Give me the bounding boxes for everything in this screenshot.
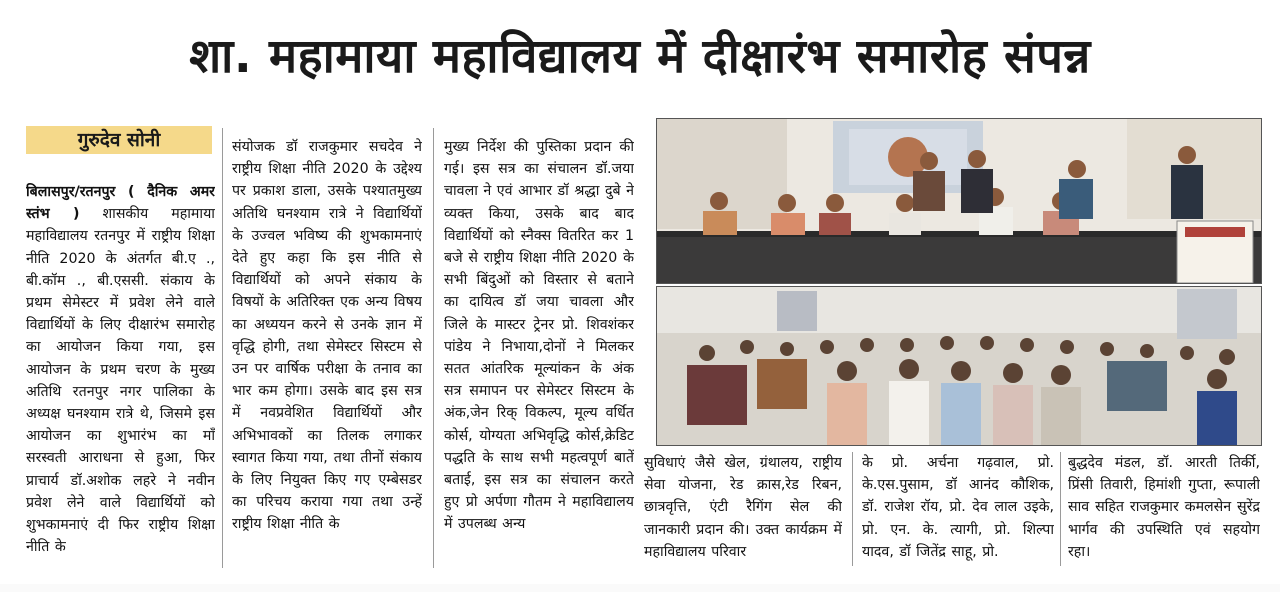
students-audience-photo (656, 286, 1262, 446)
column-3-text: मुख्य निर्देश की पुस्तिका प्रदान की गई। इस सत्र का संचालन डॉ.जया चावला ने एवं आभार डॉ श्रद्धा दुबे ने व्यक्त किया, उसके बाद बाद विद्यार्थियों को स्नैक्स वितरित कर 1 बजे से राष्ट्रीय शिक्षा नीति 2020 के सभी बिंदुओं को विस्तार से बताने का दायित्व डॉ जया चावला और जिले के मास्टर ट्रेनर प्रो. शिवशंकर पांडेय ने निभाया,दोनों ने मिलकर सतत आंतरिक मूल्यांकन के अंक सत्र समापन पर सेमेस्टर सिस्टम के अंक,जेन रिक् विकल्प, मूल्य वर्धित कोर्स, योग्यता अभिवृद्धि कोर्स,क्रेडिट पद्धति के साथ सभी महत्वपूर्ण बातें बताई, इस सत्र का संचालन करते हुए प्रो अर्पणा गौतम ने महाविद्यालय में उपलब्ध अन्य (444, 139, 634, 533)
column-6-text: बुद्धदेव मंडल, डॉ. आरती तिर्की, प्रिंसी तिवारी, हिमांशी गुप्ता, रूपाली साव सहित राजकुमार कमलसेन सुरेंद्र भार्गव की उपस्थिति एवं सहयोग रहा। (1068, 455, 1260, 560)
audience-photo-illustration (657, 287, 1261, 445)
article-column-5 (862, 452, 1054, 568)
article-column-6 (1068, 452, 1260, 568)
byline: गुरुदेव सोनी (26, 126, 212, 154)
column-divider (852, 452, 853, 566)
column-divider (433, 128, 434, 568)
page-bottom-edge (0, 584, 1280, 592)
article-column-4 (644, 452, 842, 568)
article-column-2 (232, 136, 422, 566)
stage-dignitaries-photo (656, 118, 1262, 284)
column-5-text: के प्रो. अर्चना गढ़वाल, प्रो. के.एस.पुसाम, डॉ आनंद कौशिक, डॉ. राजेश रॉय, प्रो. देव लाल उइके, प्रो. एन. के. त्यागी, प्रो. शिल्पा यादव, डॉ जितेंद्र साहू, प्रो. (862, 455, 1054, 560)
column-divider (222, 128, 223, 568)
column-2-text: संयोजक डॉ राजकुमार सचदेव ने राष्ट्रीय शिक्षा नीति 2020 के उद्देश्य पर प्रकाश डाला, उसके पश्यातमुख्य अतिथि घनश्याम रात्रे ने विद्यार्थियों के उज्वल भविष्य की शुभकामनाएं देते हुए कहा कि इस नीति से विद्यार्थियों को अपने संकाय के विषयों के अतिरिक्त एक अन्य विषय का अध्ययन करने से उनके ज्ञान में वृद्धि होगी, तथा सेमेस्टर सिस्टम से उन पर वार्षिक परीक्षा के तनाव का भार कम होगा। उसके बाद इस सत्र में नवप्रवेशित विद्यार्थियों और अभिभावकों का तिलक लगाकर स्वागत किया गया, तथा तीनों संकाय के लिए नियुक्त किए गए एम्बेसडर का परिचय कराया गया तथा उन्हें राष्ट्रीय शिक्षा नीति के (232, 139, 422, 533)
column-1-text: शासकीय महामाया महाविद्यालय रतनपुर में राष्ट्रीय शिक्षा नीति 2020 के अंतर्गत बी.ए ., बी.कॉम ., बी.एससी. संकाय के प्रथम सेमेस्टर में प्रवेश लेने वाले विद्यार्थियों के लिए दीक्षारंभ समारोह का आयोजन किया गया, इस आयोजन के प्रथम चरण के मुख्य अतिथि रतनपुर नगर पालिका के अध्यक्ष घनश्याम रात्रे थे, जिसमे इस आयोजन का शुभारंभ का माँ सरस्वती आराधना से हुआ, फिर प्राचार्य डॉ.अशोक लहरे ने नवीन प्रवेश लेने वाले विद्यार्थियों को शुभकामनाएं दी फिर राष्ट्रीय शिक्षा नीति के (26, 206, 215, 556)
column-4-text: सुविधाएं जैसे खेल, ग्रंथालय, राष्ट्रीय सेवा योजना, रेड क्रास,रेड रिबन, छात्रवृत्ति, एंटी रैगिंग सेल की जानकारी प्रदान की। उक्त कार्यक्रम में महाविद्यालय परिवार (644, 455, 842, 560)
article-column-1 (26, 181, 215, 569)
dateline: बिलासपुर/रतनपुर ( दैनिक अमर स्तंभ ) (26, 184, 215, 223)
column-divider (1060, 452, 1061, 566)
article-column-3 (444, 136, 634, 566)
headline: शा. महामाया महाविद्यालय में दीक्षारंभ समारोह संपन्न (189, 29, 1091, 84)
stage-photo-illustration (657, 119, 1261, 283)
